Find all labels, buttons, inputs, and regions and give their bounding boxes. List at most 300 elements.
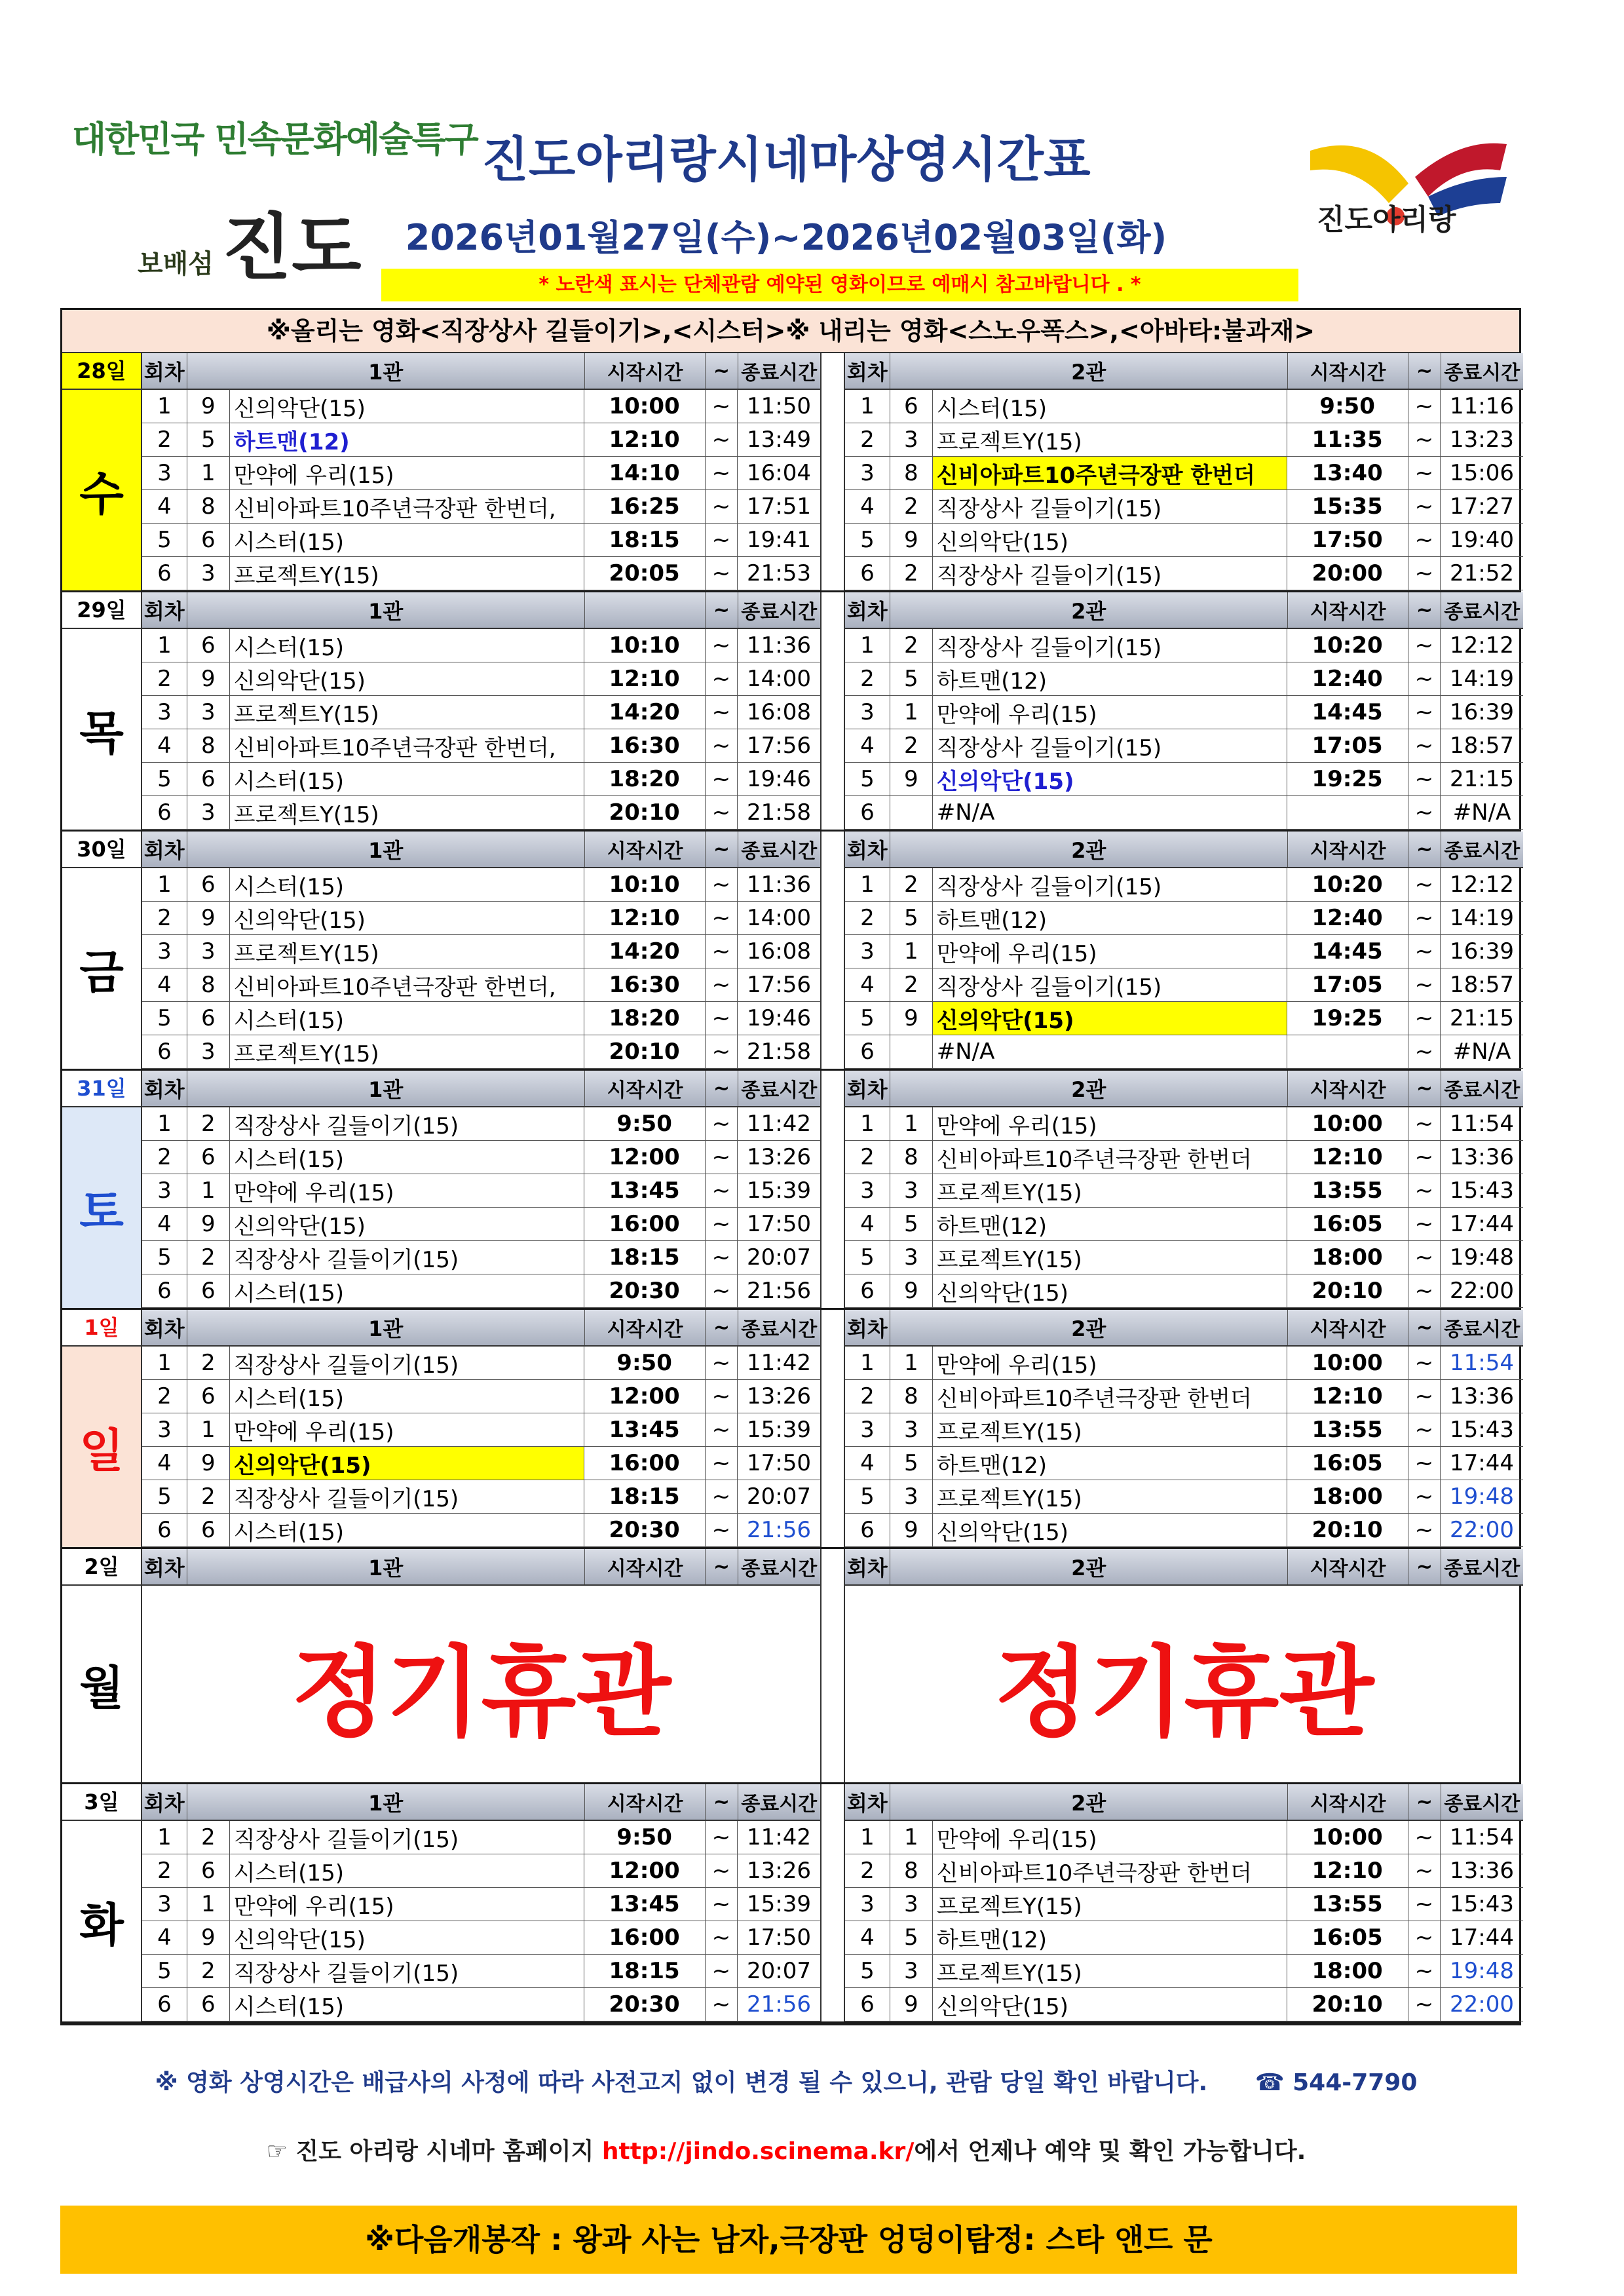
col-header-hall: 1관 <box>187 1549 585 1584</box>
col-header-no: 회차 <box>845 1071 890 1106</box>
showtime-no: 4 <box>142 1447 187 1480</box>
movie-title: 만약에 우리(15) <box>933 696 1287 729</box>
page-title: 진도아리랑시네마상영시간표 <box>482 132 1091 188</box>
showtime-no: 4 <box>142 1921 187 1954</box>
end-time: 16:08 <box>747 699 811 725</box>
movie-title: 신의악단(15) <box>933 1274 1287 1307</box>
start-time: 12:00 <box>584 1854 706 1887</box>
hall-2 <box>845 1784 1523 2021</box>
showtime-row <box>845 1988 1523 2021</box>
showtime-no: 1 <box>142 629 187 662</box>
movie-index: 8 <box>890 1380 933 1413</box>
showtime-row <box>142 1447 820 1480</box>
showtime-row <box>845 868 1523 902</box>
col-header-start: 시작시간 <box>1288 353 1408 389</box>
showtime-row <box>845 490 1523 524</box>
start-time: 17:05 <box>1287 968 1408 1001</box>
showtime-row <box>142 968 820 1002</box>
movie-index: 3 <box>890 1955 933 1987</box>
movie-index: 8 <box>890 457 933 489</box>
showtime-row <box>142 935 820 968</box>
start-time: 12:40 <box>1287 902 1408 934</box>
showtime-row <box>142 763 820 796</box>
tilde: ~ <box>1408 457 1441 489</box>
day-weekday: 일 <box>62 1347 141 1547</box>
tilde: ~ <box>1408 423 1441 456</box>
col-header-start: 시작시간 <box>585 1310 706 1345</box>
end-time: 11:36 <box>747 871 811 898</box>
end-time: 11:54 <box>1450 1350 1514 1376</box>
tilde: ~ <box>1408 662 1441 695</box>
col-header-hall: 1관 <box>187 1071 585 1106</box>
tilde: ~ <box>1408 1854 1441 1887</box>
movie-title: 신의악단(15) <box>230 1921 584 1954</box>
showtime-row <box>142 1480 820 1514</box>
showtime-row <box>142 1988 820 2021</box>
movie-index: 3 <box>890 1413 933 1446</box>
day-label <box>62 353 142 590</box>
start-time: 18:15 <box>584 1955 706 1987</box>
start-time: 10:20 <box>1287 629 1408 662</box>
movie-index: 2 <box>890 868 933 901</box>
showtime-no: 5 <box>142 1002 187 1035</box>
showtime-row <box>142 729 820 763</box>
movie-index: 6 <box>187 1002 230 1035</box>
movie-index: 3 <box>890 1888 933 1921</box>
movie-title: 만약에 우리(15) <box>933 1347 1287 1379</box>
hall-2 <box>845 832 1523 1069</box>
tilde: ~ <box>1408 490 1441 523</box>
start-time: 13:45 <box>584 1413 706 1446</box>
end-time: 19:48 <box>1450 1244 1514 1271</box>
end-time: 13:49 <box>747 427 811 453</box>
halls <box>142 1784 1523 2021</box>
showtime-row <box>142 629 820 662</box>
movie-index: 1 <box>890 935 933 968</box>
showtime-row <box>142 1514 820 1547</box>
movie-index: 6 <box>187 1274 230 1307</box>
showtime-no: 6 <box>845 796 890 829</box>
tilde: ~ <box>706 1821 738 1854</box>
showtime-no: 1 <box>142 1107 187 1140</box>
showtime-no: 6 <box>845 1514 890 1546</box>
showtime-row <box>845 729 1523 763</box>
col-header-tilde: ~ <box>1408 592 1441 628</box>
showtime-row <box>142 1821 820 1854</box>
hall-1 <box>142 1071 820 1308</box>
showtime-no: 6 <box>845 557 890 590</box>
showtime-no: 6 <box>845 1988 890 2021</box>
hall-gap <box>820 592 845 830</box>
col-header-hall: 1관 <box>187 592 585 628</box>
hall-header-row <box>845 832 1523 868</box>
start-time: 16:25 <box>584 490 706 523</box>
end-time: 11:36 <box>747 632 811 659</box>
start-time: 12:10 <box>1287 1854 1408 1887</box>
tilde: ~ <box>1408 524 1441 556</box>
movie-title: 하트맨(12) <box>933 1921 1287 1954</box>
start-time: 16:00 <box>584 1447 706 1480</box>
start-time: 12:40 <box>1287 662 1408 695</box>
movie-index: 1 <box>187 1413 230 1446</box>
showtime-row <box>142 524 820 557</box>
movie-news-banner: ※올리는 영화<직장상사 길들이기>,<시스터>※ 내리는 영화<스노우폭스>,<아바타:불과재> <box>62 310 1519 353</box>
end-time: 19:40 <box>1450 527 1514 553</box>
tilde: ~ <box>706 390 738 423</box>
day-weekday: 토 <box>62 1107 141 1308</box>
showtime-row <box>142 390 820 423</box>
movie-index: 9 <box>187 390 230 423</box>
closed-notice-hall-2: 정기휴관 <box>994 1636 1374 1750</box>
col-header-hall: 2관 <box>890 1071 1288 1106</box>
movie-title: 하트맨(12) <box>230 423 584 456</box>
hall-1 <box>142 1549 820 1782</box>
end-time: 11:42 <box>747 1824 811 1850</box>
start-time: 9:50 <box>584 1347 706 1379</box>
movie-title: 직장상사 길들이기(15) <box>230 1821 584 1854</box>
tilde: ~ <box>706 1002 738 1035</box>
end-time: 17:44 <box>1450 1924 1514 1951</box>
showtime-no: 3 <box>142 457 187 489</box>
halls <box>142 592 1523 830</box>
movie-index: 2 <box>187 1241 230 1274</box>
showtime-row <box>845 1921 1523 1955</box>
end-time: 13:26 <box>747 1383 811 1409</box>
day-date: 28일 <box>62 353 141 390</box>
movie-index: 1 <box>890 1107 933 1140</box>
col-header-no: 회차 <box>142 592 187 628</box>
day-weekday: 금 <box>62 868 141 1069</box>
end-time: 21:15 <box>1450 766 1514 792</box>
movie-title: 신의악단(15) <box>230 662 584 695</box>
showtime-row <box>845 1380 1523 1413</box>
col-header-tilde: ~ <box>1408 1310 1441 1345</box>
movie-title: 프로젝트Y(15) <box>933 1174 1287 1207</box>
tilde: ~ <box>1408 968 1441 1001</box>
tilde: ~ <box>706 763 738 795</box>
movie-title: 프로젝트Y(15) <box>230 796 584 829</box>
movie-index: 2 <box>187 1347 230 1379</box>
movie-title: 신의악단(15) <box>933 1988 1287 2021</box>
movie-index: 5 <box>890 1208 933 1240</box>
tilde: ~ <box>706 696 738 729</box>
day-date: 1일 <box>62 1310 141 1347</box>
tilde: ~ <box>706 1347 738 1379</box>
next-release-banner: ※다음개봉작 : 왕과 사는 남자,극장판 엉덩이탐정: 스타 앤드 문 <box>60 2206 1517 2274</box>
end-time: #N/A <box>1452 799 1511 826</box>
movie-title: 직장상사 길들이기(15) <box>933 968 1287 1001</box>
showtime-row <box>142 796 820 830</box>
movie-title: 하트맨(12) <box>933 662 1287 695</box>
showtime-row <box>845 935 1523 968</box>
movie-index: 9 <box>187 902 230 934</box>
showtime-no: 3 <box>845 696 890 729</box>
arirang-logo-icon <box>1297 124 1513 288</box>
day-weekday: 목 <box>62 629 141 830</box>
showtime-no: 5 <box>845 1241 890 1274</box>
day-weekday: 수 <box>62 390 141 590</box>
schedule-days <box>62 353 1519 2023</box>
tilde: ~ <box>706 1888 738 1921</box>
showtime-row <box>142 1413 820 1447</box>
tilde: ~ <box>1408 1208 1441 1240</box>
showtime-row <box>142 1955 820 1988</box>
showtime-no: 4 <box>142 729 187 762</box>
tilde: ~ <box>706 524 738 556</box>
showtime-no: 5 <box>142 763 187 795</box>
movie-index <box>890 1035 933 1068</box>
col-header-tilde: ~ <box>1408 1071 1441 1106</box>
end-time: 21:58 <box>747 799 811 826</box>
showtime-no: 4 <box>142 968 187 1001</box>
movie-title: 시스터(15) <box>230 1514 584 1546</box>
col-header-end: 종료시간 <box>1444 1318 1520 1341</box>
showtime-no: 3 <box>845 1413 890 1446</box>
tilde: ~ <box>1408 1241 1441 1274</box>
end-time: 16:08 <box>747 938 811 965</box>
showtime-row <box>142 1035 820 1069</box>
movie-index: 2 <box>890 557 933 590</box>
hall-1 <box>142 1784 820 2021</box>
halls <box>142 353 1523 590</box>
movie-title: 시스터(15) <box>230 629 584 662</box>
end-time: 18:57 <box>1450 733 1514 759</box>
movie-title: 직장상사 길들이기(15) <box>933 490 1287 523</box>
movie-index: 2 <box>890 490 933 523</box>
col-header-tilde: ~ <box>706 1784 738 1820</box>
showtime-no: 1 <box>845 390 890 423</box>
tilde: ~ <box>706 1854 738 1887</box>
homepage-notice: ☞ 진도 아리랑 시네마 홈페이지 http://jindo.scinema.kr/에서 언제나 예약 및 확인 가능합니다. <box>266 2138 1306 2165</box>
movie-title: 신의악단(15) <box>933 524 1287 556</box>
showtime-no: 4 <box>142 490 187 523</box>
tilde: ~ <box>1408 1107 1441 1140</box>
tilde: ~ <box>706 423 738 456</box>
movie-index: 9 <box>890 524 933 556</box>
tilde: ~ <box>706 1447 738 1480</box>
tilde: ~ <box>706 968 738 1001</box>
start-time: 14:20 <box>584 696 706 729</box>
start-time: 10:20 <box>1287 868 1408 901</box>
end-time: 17:50 <box>747 1211 811 1237</box>
hall-header-row <box>142 1784 820 1821</box>
showtime-row <box>845 1035 1523 1069</box>
movie-title: 프로젝트Y(15) <box>933 1480 1287 1513</box>
start-time: 12:10 <box>584 662 706 695</box>
end-time: 15:43 <box>1450 1177 1514 1204</box>
showtime-row <box>142 1274 820 1308</box>
end-time: 19:46 <box>747 1005 811 1031</box>
day-block <box>62 1549 1519 1784</box>
end-time: 15:43 <box>1450 1891 1514 1917</box>
tilde: ~ <box>706 1955 738 1987</box>
end-time: 12:12 <box>1450 871 1514 898</box>
movie-title: 시스터(15) <box>933 390 1287 423</box>
showtime-row <box>845 1854 1523 1888</box>
hall-header-row <box>142 1071 820 1107</box>
tilde: ~ <box>1408 935 1441 968</box>
col-header-end: 종료시간 <box>741 840 818 863</box>
movie-title: 신의악단(15) <box>933 1002 1287 1035</box>
col-header-no: 회차 <box>845 832 890 867</box>
hall-header-row <box>142 592 820 629</box>
col-header-tilde: ~ <box>706 1071 738 1106</box>
end-time: 13:26 <box>747 1144 811 1170</box>
start-time: 12:10 <box>584 423 706 456</box>
showtime-row <box>142 1347 820 1380</box>
tilde: ~ <box>1408 1035 1441 1068</box>
showtime-no: 2 <box>142 662 187 695</box>
showtime-row <box>845 557 1523 590</box>
showtime-no: 3 <box>142 1413 187 1446</box>
col-header-no: 회차 <box>142 1549 187 1584</box>
showtime-no: 2 <box>142 1854 187 1887</box>
movie-index: 1 <box>187 457 230 489</box>
col-header-no: 회차 <box>845 1549 890 1584</box>
movie-index: 3 <box>890 1174 933 1207</box>
col-header-end: 종료시간 <box>1444 601 1520 624</box>
showtime-row <box>845 1241 1523 1274</box>
tilde: ~ <box>1408 1380 1441 1413</box>
day-weekday: 월 <box>62 1586 141 1782</box>
showtime-no: 4 <box>845 729 890 762</box>
movie-index: 8 <box>187 490 230 523</box>
movie-index: 6 <box>187 629 230 662</box>
movie-title: 만약에 우리(15) <box>933 935 1287 968</box>
day-date: 31일 <box>62 1071 141 1107</box>
movie-index: 2 <box>890 729 933 762</box>
tilde: ~ <box>706 1413 738 1446</box>
movie-title: 하트맨(12) <box>933 902 1287 934</box>
showtime-row <box>845 457 1523 490</box>
start-time: 17:05 <box>1287 729 1408 762</box>
start-time: 12:00 <box>584 1141 706 1174</box>
movie-title: 신비아파트10주년극장판 한번더, <box>230 729 584 762</box>
movie-index: 2 <box>890 968 933 1001</box>
showtime-no: 1 <box>845 868 890 901</box>
col-header-hall: 2관 <box>890 1310 1288 1345</box>
end-time: 17:56 <box>747 972 811 998</box>
movie-index: 6 <box>187 1854 230 1887</box>
phone-number: ☎ 544-7790 <box>1255 2069 1418 2096</box>
movie-title: 프로젝트Y(15) <box>933 423 1287 456</box>
day-block <box>62 353 1519 592</box>
hall-header-row <box>845 592 1523 629</box>
movie-title: 신의악단(15) <box>230 902 584 934</box>
start-time: 17:50 <box>1287 524 1408 556</box>
start-time: 13:45 <box>584 1174 706 1207</box>
col-header-hall: 2관 <box>890 592 1288 628</box>
showtime-row <box>845 1141 1523 1174</box>
tilde: ~ <box>706 1208 738 1240</box>
movie-index: 6 <box>187 1380 230 1413</box>
showtime-no: 3 <box>142 1174 187 1207</box>
col-header-tilde: ~ <box>706 1549 738 1584</box>
start-time: 14:45 <box>1287 935 1408 968</box>
homepage-link[interactable]: http://jindo.scinema.kr/ <box>601 2138 915 2165</box>
col-header-hall: 2관 <box>890 1784 1288 1820</box>
hall-header-row <box>845 1310 1523 1347</box>
movie-title: 시스터(15) <box>230 1141 584 1174</box>
end-time: 17:56 <box>747 733 811 759</box>
tilde: ~ <box>1408 696 1441 729</box>
hall-2 <box>845 1310 1523 1547</box>
movie-index: 3 <box>187 696 230 729</box>
movie-title: 직장상사 길들이기(15) <box>230 1480 584 1513</box>
movie-title: 직장상사 길들이기(15) <box>230 1347 584 1379</box>
col-header-end: 종료시간 <box>1444 1079 1520 1102</box>
hall-1 <box>142 353 820 590</box>
start-time: 20:10 <box>584 796 706 829</box>
col-header-hall: 1관 <box>187 1310 585 1345</box>
tilde: ~ <box>1408 796 1441 829</box>
movie-index: 5 <box>890 662 933 695</box>
movie-title: 하트맨(12) <box>933 1447 1287 1480</box>
showtime-no: 2 <box>845 423 890 456</box>
end-time: 14:19 <box>1450 666 1514 692</box>
start-time <box>1287 796 1408 829</box>
end-time: 20:07 <box>747 1244 811 1271</box>
movie-index: 1 <box>187 1174 230 1207</box>
movie-index: 6 <box>187 868 230 901</box>
tilde: ~ <box>1408 390 1441 423</box>
movie-title: 프로젝트Y(15) <box>933 1241 1287 1274</box>
showtime-no: 4 <box>845 968 890 1001</box>
movie-title: 시스터(15) <box>230 524 584 556</box>
movie-title: 신비아파트10주년극장판 한번더 <box>933 1380 1287 1413</box>
col-header-start: 시작시간 <box>585 1071 706 1106</box>
movie-title: 신의악단(15) <box>230 390 584 423</box>
movie-title: 신의악단(15) <box>230 1208 584 1240</box>
day-block <box>62 1784 1519 2023</box>
end-time: 12:12 <box>1450 632 1514 659</box>
showtime-no: 4 <box>845 1921 890 1954</box>
showtime-row <box>845 902 1523 935</box>
hall-2 <box>845 353 1523 590</box>
movie-index: 9 <box>890 763 933 795</box>
start-time: 10:00 <box>1287 1347 1408 1379</box>
day-label <box>62 832 142 1069</box>
movie-index: 8 <box>890 1854 933 1887</box>
showtime-no: 3 <box>845 457 890 489</box>
day-weekday: 화 <box>62 1821 141 2021</box>
movie-title: 시스터(15) <box>230 1380 584 1413</box>
tilde: ~ <box>1408 763 1441 795</box>
movie-index: 3 <box>187 796 230 829</box>
closed-notice-hall-1: 정기휴관 <box>291 1636 671 1750</box>
col-header-tilde: ~ <box>706 592 738 628</box>
movie-index: 1 <box>890 1821 933 1854</box>
movie-title: 만약에 우리(15) <box>933 1821 1287 1854</box>
showtime-row <box>845 1002 1523 1035</box>
start-time: 14:20 <box>584 935 706 968</box>
start-time: 16:00 <box>584 1208 706 1240</box>
day-block <box>62 592 1519 832</box>
movie-title: 프로젝트Y(15) <box>230 696 584 729</box>
col-header-no: 회차 <box>142 1784 187 1820</box>
end-time: 21:56 <box>747 1991 811 2018</box>
showtime-no: 5 <box>142 1480 187 1513</box>
col-header-start: 시작시간 <box>1288 1310 1408 1345</box>
movie-index: 5 <box>890 1921 933 1954</box>
end-time: 14:00 <box>747 666 811 692</box>
start-time: 16:05 <box>1287 1921 1408 1954</box>
showtime-no: 1 <box>845 1107 890 1140</box>
showtime-no: 2 <box>845 902 890 934</box>
highlight-notice: * 노란색 표시는 단체관람 예약된 영화이므로 예매시 참고바랍니다 . * <box>381 269 1298 301</box>
start-time: 13:40 <box>1287 457 1408 489</box>
showtime-row <box>845 629 1523 662</box>
